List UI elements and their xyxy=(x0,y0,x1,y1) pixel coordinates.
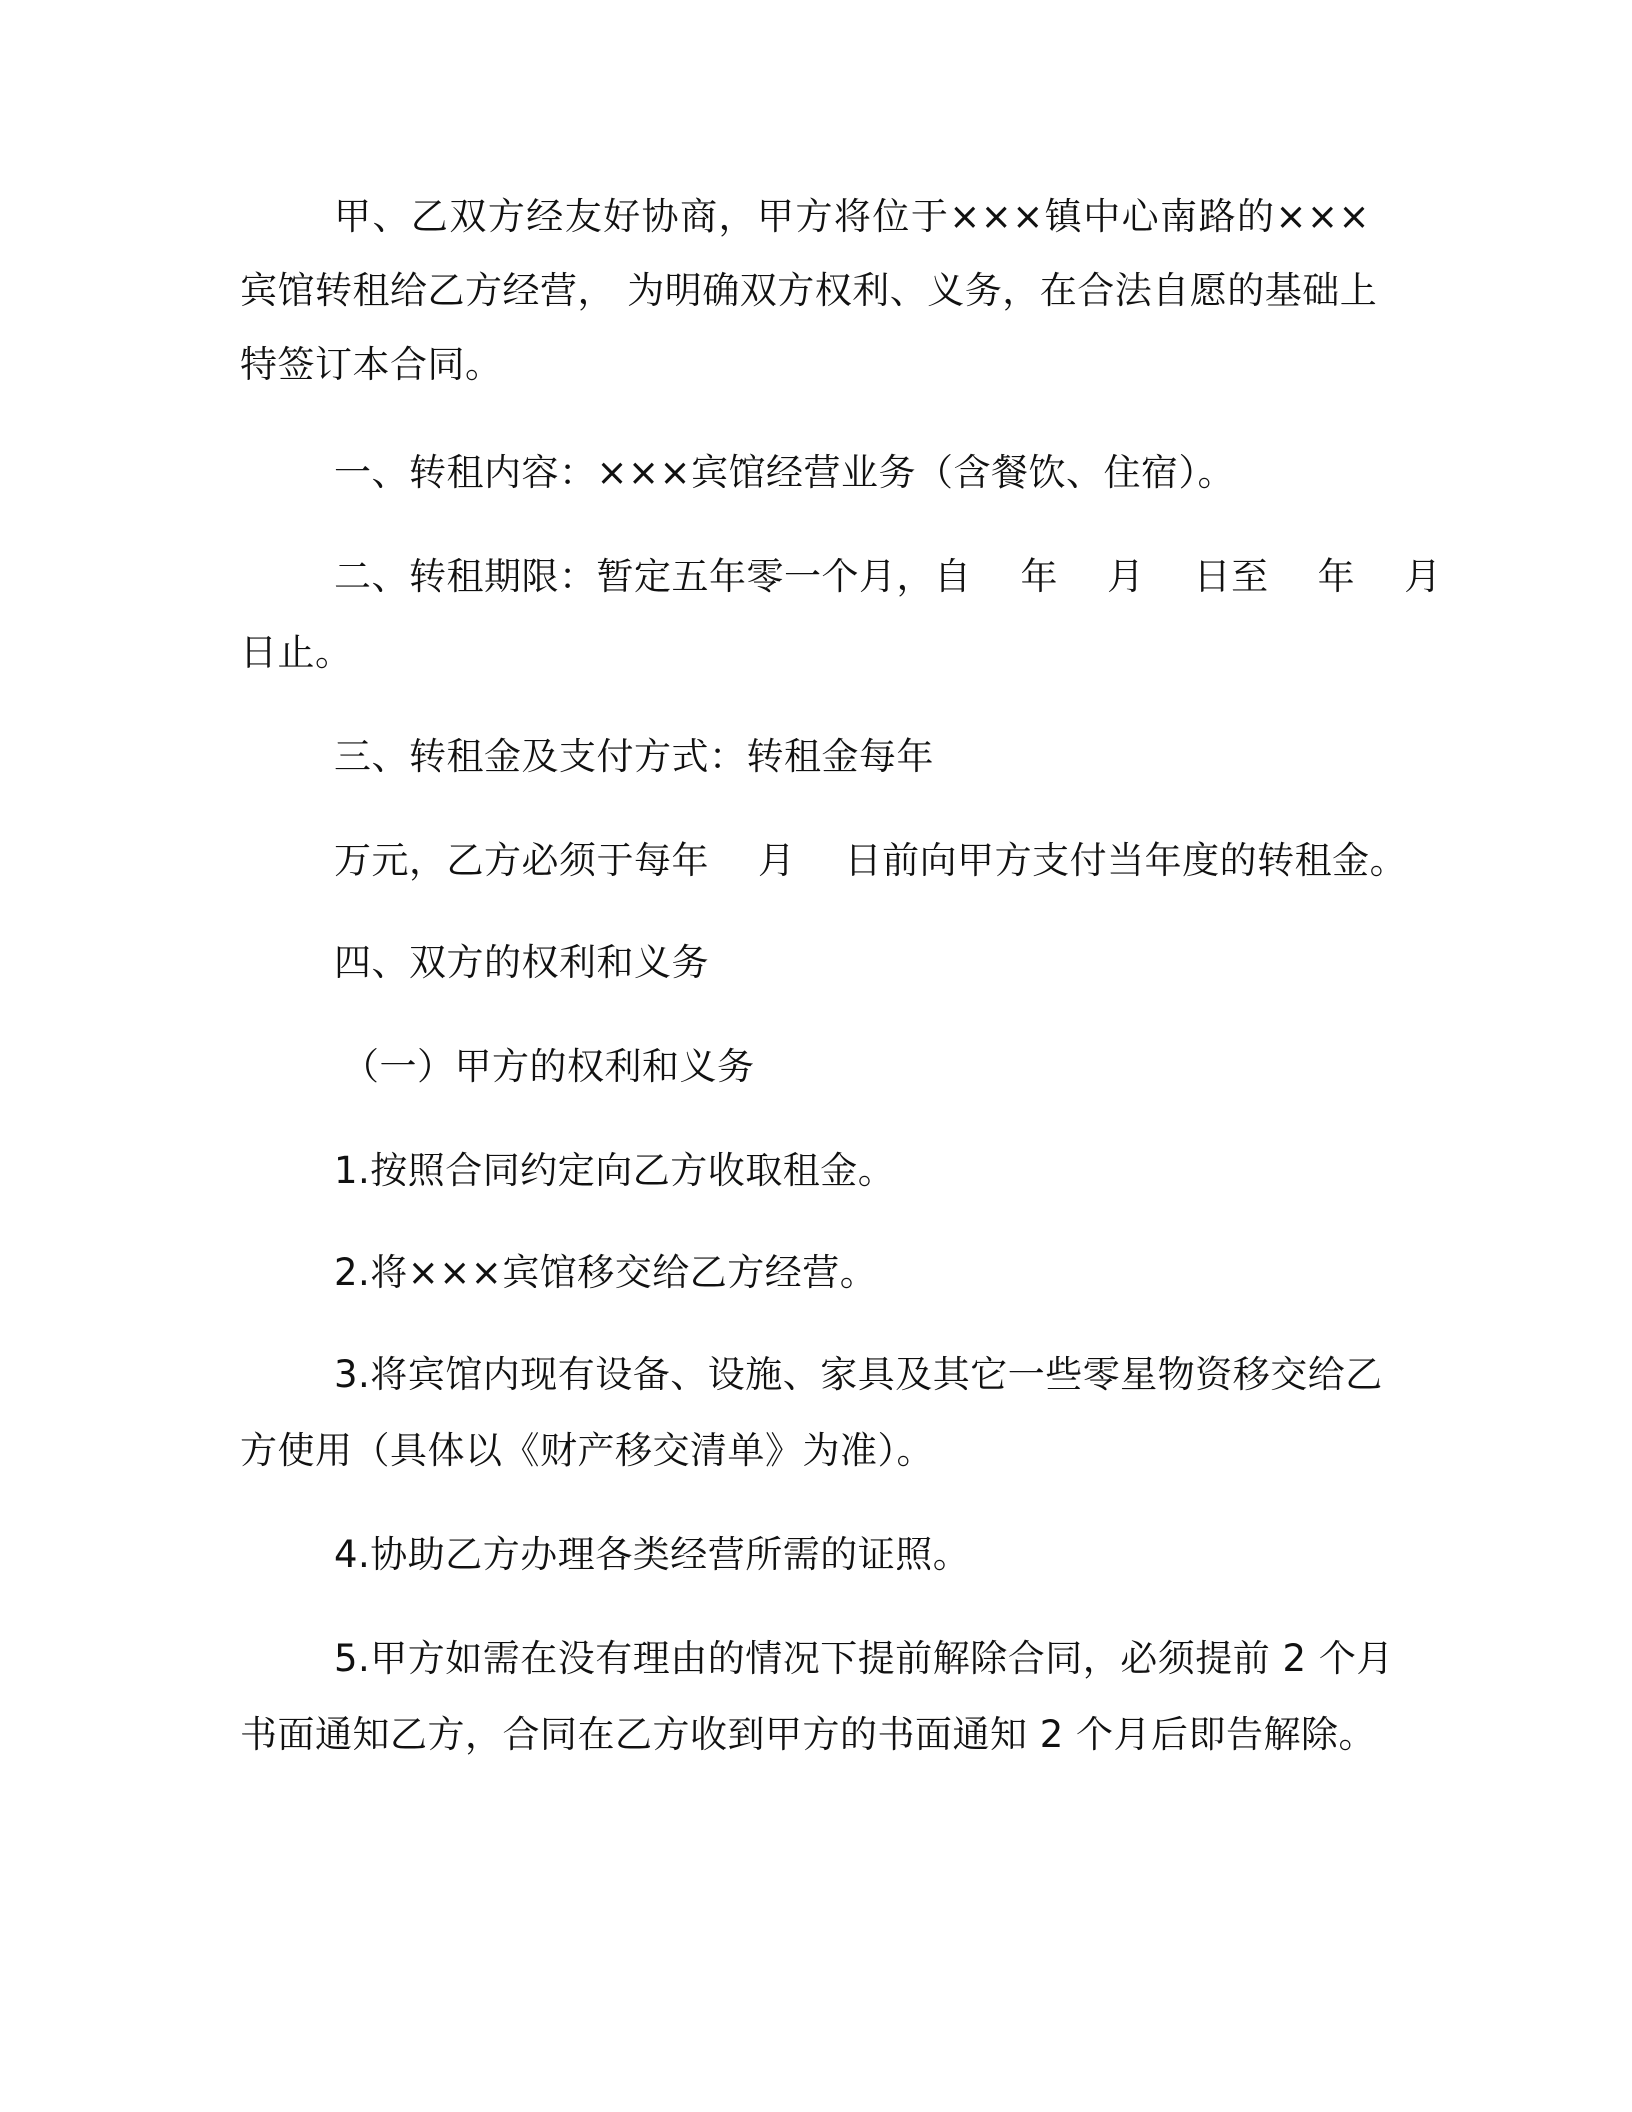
party-a-item-2: 2.将×××宾馆移交给乙方经营。 xyxy=(334,1251,878,1294)
intro-paragraph-line-1: 甲、乙双方经友好协商，甲方将位于×××镇中心南路的××× xyxy=(334,195,1370,238)
party-a-item-5-line-1: 5.甲方如需在没有理由的情况下提前解除合同，必须提前 2 个月 xyxy=(334,1637,1394,1680)
party-a-item-4: 4.协助乙方办理各类经营所需的证照。 xyxy=(334,1533,971,1576)
clause-3-rent-payment: 万元，乙方必须于每年 月 日前向甲方支付当年度的转租金。 xyxy=(334,839,1408,882)
party-a-item-3-line-1: 3.将宾馆内现有设备、设施、家具及其它一些零星物资移交给乙 xyxy=(334,1353,1383,1396)
clause-1-content: 一、转租内容：×××宾馆经营业务（含餐饮、住宿）。 xyxy=(334,451,1236,494)
intro-paragraph-line-2: 宾馆转租给乙方经营， 为明确双方权利、义务，在合法自愿的基础上 xyxy=(240,269,1378,312)
clause-2-term-line-2: 日止。 xyxy=(240,631,353,674)
party-a-subheading: （一）甲方的权利和义务 xyxy=(342,1045,755,1088)
party-a-item-3-line-2: 方使用（具体以《财产移交清单》为准）。 xyxy=(240,1429,934,1472)
clause-2-term-line-1: 二、转租期限：暂定五年零一个月，自 年 月 日至 年 月 xyxy=(334,555,1442,598)
clause-3-rent-heading: 三、转租金及支付方式：转租金每年 xyxy=(334,735,934,778)
party-a-item-5-line-2: 书面通知乙方，合同在乙方收到甲方的书面通知 2 个月后即告解除。 xyxy=(240,1713,1377,1756)
clause-4-heading: 四、双方的权利和义务 xyxy=(334,941,709,984)
intro-paragraph-line-3: 特签订本合同。 xyxy=(240,343,503,386)
party-a-item-1: 1.按照合同约定向乙方收取租金。 xyxy=(334,1149,896,1192)
